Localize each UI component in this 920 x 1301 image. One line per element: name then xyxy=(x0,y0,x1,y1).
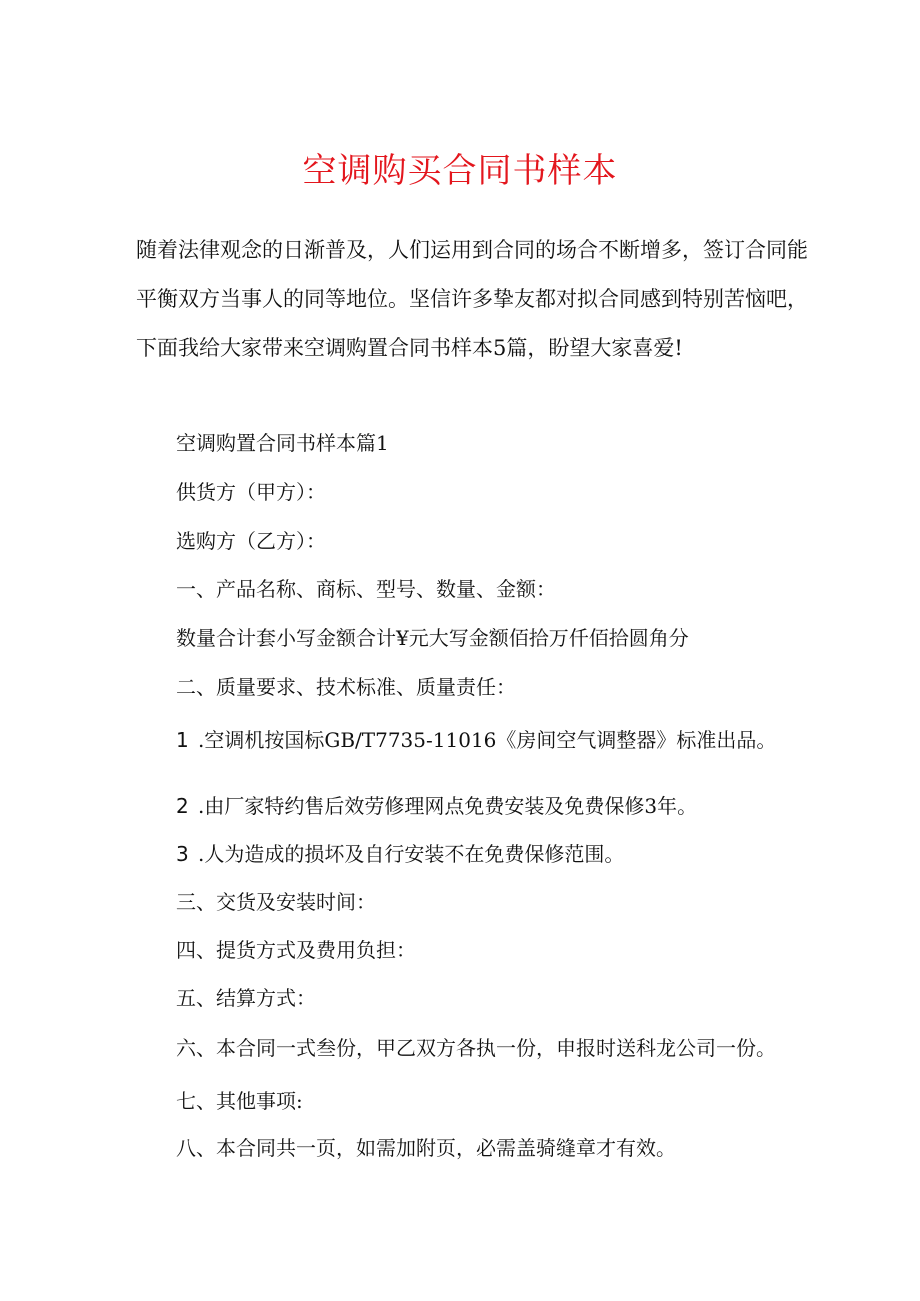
quality-item xyxy=(176,791,697,821)
item-text: .由厂家特约售后效劳修理网点免费安装及免费保修3年。 xyxy=(198,794,698,818)
clause-delivery: 三、交货及安装时间： xyxy=(176,890,376,914)
item-text: .人为造成的损坏及自行安装不在免费保修范围。 xyxy=(198,842,625,866)
intro-line: 随着法律观念的日渐普及，人们运用到合同的场合不断增多，签订合同能 xyxy=(136,238,808,262)
clause-pages: 八、本合同共一页，如需加附页，必需盖骑缝章才有效。 xyxy=(176,1136,676,1160)
intro-line: 下面我给大家带来空调购置合同书样本5篇，盼望大家喜爱! xyxy=(136,336,683,360)
item-number: 1 xyxy=(176,728,189,752)
amount-line: 数量合计套小写金额合计¥元大写金额佰拾万仟佰拾圆角分 xyxy=(176,626,689,650)
supplier-label: 供货方（甲方）： xyxy=(176,480,326,504)
item-number: 2 xyxy=(176,794,189,818)
clause-quality: 二、质量要求、技术标准、质量责任： xyxy=(176,675,516,699)
section-heading: 空调购置合同书样本篇1 xyxy=(176,431,389,455)
document-title: 空调购买合同书样本 xyxy=(302,151,618,191)
quality-item xyxy=(176,725,776,755)
clause-other: 七、其他事项: xyxy=(176,1089,303,1113)
quality-item xyxy=(176,839,624,869)
item-number: 3 xyxy=(176,842,189,866)
clause-settlement: 五、结算方式： xyxy=(176,986,316,1010)
clause-product-info: 一、产品名称、商标、型号、数量、金额： xyxy=(176,577,556,601)
buyer-label: 选购方（乙方）： xyxy=(176,529,326,553)
intro-paragraph xyxy=(136,226,808,373)
clause-pickup: 四、提货方式及费用负担： xyxy=(176,938,416,962)
clause-copies: 六、本合同一式叁份，甲乙双方各执一份，申报时送科龙公司一份。 xyxy=(176,1036,776,1060)
item-text: .空调机按国标GB/T7735-11016《房间空气调整器》标准出品。 xyxy=(198,728,777,752)
intro-line: 平衡双方当事人的同等地位。坚信许多挚友都对拟合同感到特别苦恼吧， xyxy=(136,287,808,311)
